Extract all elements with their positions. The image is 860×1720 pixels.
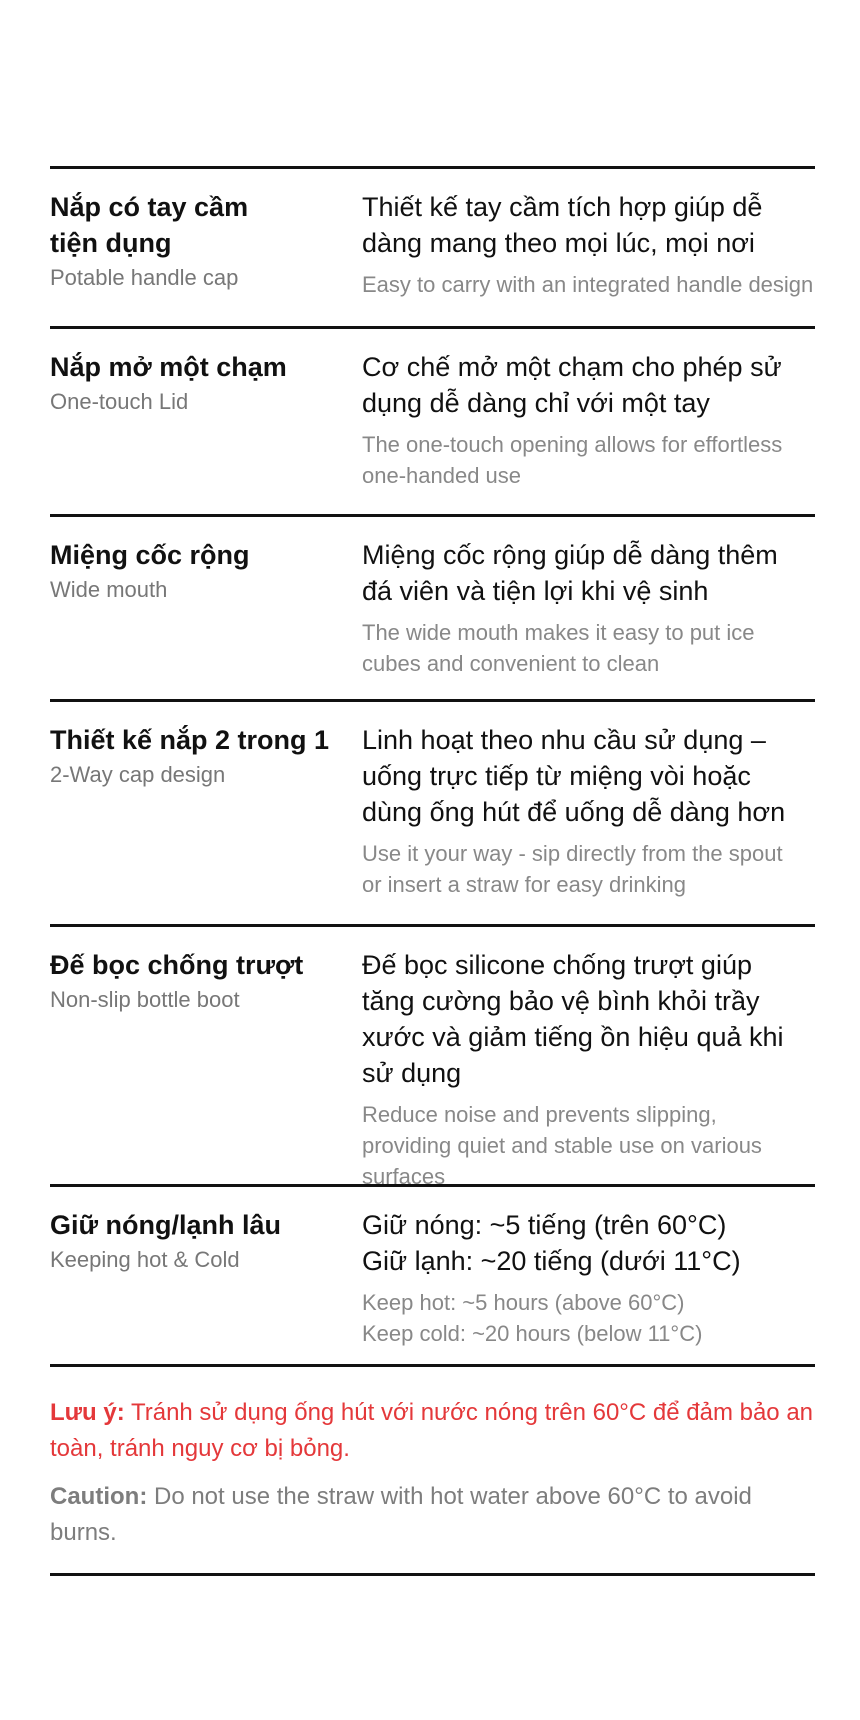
feature-description-column: [362, 349, 815, 514]
feature-name-column: [50, 537, 362, 699]
feature-name-column: [50, 722, 362, 924]
feature-title-en: Non-slip bottle boot: [50, 987, 240, 1012]
feature-description-en: Reduce noise and prevents slipping, providing quiet and stable use on various surfaces: [362, 1102, 762, 1189]
feature-name-column: [50, 1207, 362, 1364]
keep-cold-time-en: Keep cold: ~20 hours (below 11°C): [362, 1321, 703, 1346]
feature-title-vi: Thiết kế nắp 2 trong 1: [50, 725, 330, 755]
feature-description-column: [362, 1207, 815, 1364]
keep-hot-time-vi: Giữ nóng: ~5 tiếng (trên 60°C): [362, 1210, 727, 1240]
feature-title-en: 2-Way cap design: [50, 762, 226, 787]
feature-title-en: One-touch Lid: [50, 389, 189, 414]
feature-description-vi: Đế bọc silicone chống trượt giúp tăng cường bảo vệ bình khỏi trầy xước và giảm tiếng ồn hiệu quả khi sử dụng: [362, 950, 784, 1088]
caution-text-en: Do not use the straw with hot water above 60°C to avoid burns.: [50, 1483, 752, 1546]
feature-title-en: Potable handle cap: [50, 265, 239, 290]
feature-description-en: Easy to carry with an integrated handle design: [362, 272, 814, 297]
keep-hot-time-en: Keep hot: ~5 hours (above 60°C): [362, 1290, 685, 1315]
feature-row-2-way-cap: [50, 699, 815, 924]
feature-description-en: Use it your way - sip directly from the spout or insert a straw for easy drinking: [362, 841, 783, 897]
feature-description-column: [362, 537, 815, 699]
feature-title-vi: Đế bọc chống trượt: [50, 950, 304, 980]
feature-title-en: Keeping hot & Cold: [50, 1247, 240, 1272]
caution-label-en: Caution:: [50, 1483, 148, 1510]
caution-label-vi: Lưu ý:: [50, 1399, 125, 1426]
feature-title-vi: Nắp mở một chạm: [50, 352, 287, 382]
feature-row-wide-mouth: [50, 514, 815, 699]
caution-notes: [50, 1364, 815, 1576]
feature-row-handle-cap: [50, 166, 815, 326]
feature-description-en: The wide mouth makes it easy to put ice cubes and convenient to clean: [362, 620, 755, 676]
caution-note-vi: [50, 1395, 815, 1467]
feature-title-en: Wide mouth: [50, 577, 168, 602]
feature-name-column: [50, 349, 362, 514]
feature-description-column: [362, 722, 815, 924]
feature-spec-sheet: [50, 166, 815, 1576]
feature-description-vi: Miệng cốc rộng giúp dễ dàng thêm đá viên và tiện lợi khi vệ sinh: [362, 540, 778, 606]
feature-name-column: [50, 189, 362, 326]
caution-text-vi: Tránh sử dụng ống hút với nước nóng trên 60°C để đảm bảo an toàn, tránh nguy cơ bị bỏng.: [50, 1399, 814, 1462]
feature-description-vi: Thiết kế tay cầm tích hợp giúp dễ dàng mang theo mọi lúc, mọi nơi: [362, 192, 763, 258]
caution-note-en: [50, 1479, 815, 1551]
feature-title-vi: Miệng cốc rộng: [50, 540, 250, 570]
keep-cold-time-vi: Giữ lạnh: ~20 tiếng (dưới 11°C): [362, 1246, 741, 1276]
feature-description-vi: Linh hoạt theo nhu cầu sử dụng – uống trực tiếp từ miệng vòi hoặc dùng ống hút để uống dễ dàng hơn: [362, 725, 786, 827]
feature-description-vi: Cơ chế mở một chạm cho phép sử dụng dễ dàng chỉ với một tay: [362, 352, 782, 418]
feature-row-keep-hot-cold: [50, 1184, 815, 1364]
feature-description-en: The one-touch opening allows for effortless one-handed use: [362, 432, 783, 488]
feature-name-column: [50, 947, 362, 1184]
feature-row-non-slip-boot: [50, 924, 815, 1189]
feature-description-column: [362, 947, 815, 1189]
feature-row-one-touch-lid: [50, 326, 815, 514]
feature-description-column: [362, 189, 815, 326]
feature-title-vi: Giữ nóng/lạnh lâu: [50, 1210, 282, 1240]
feature-title-vi: Nắp có tay cầm tiện dụng: [50, 192, 249, 258]
